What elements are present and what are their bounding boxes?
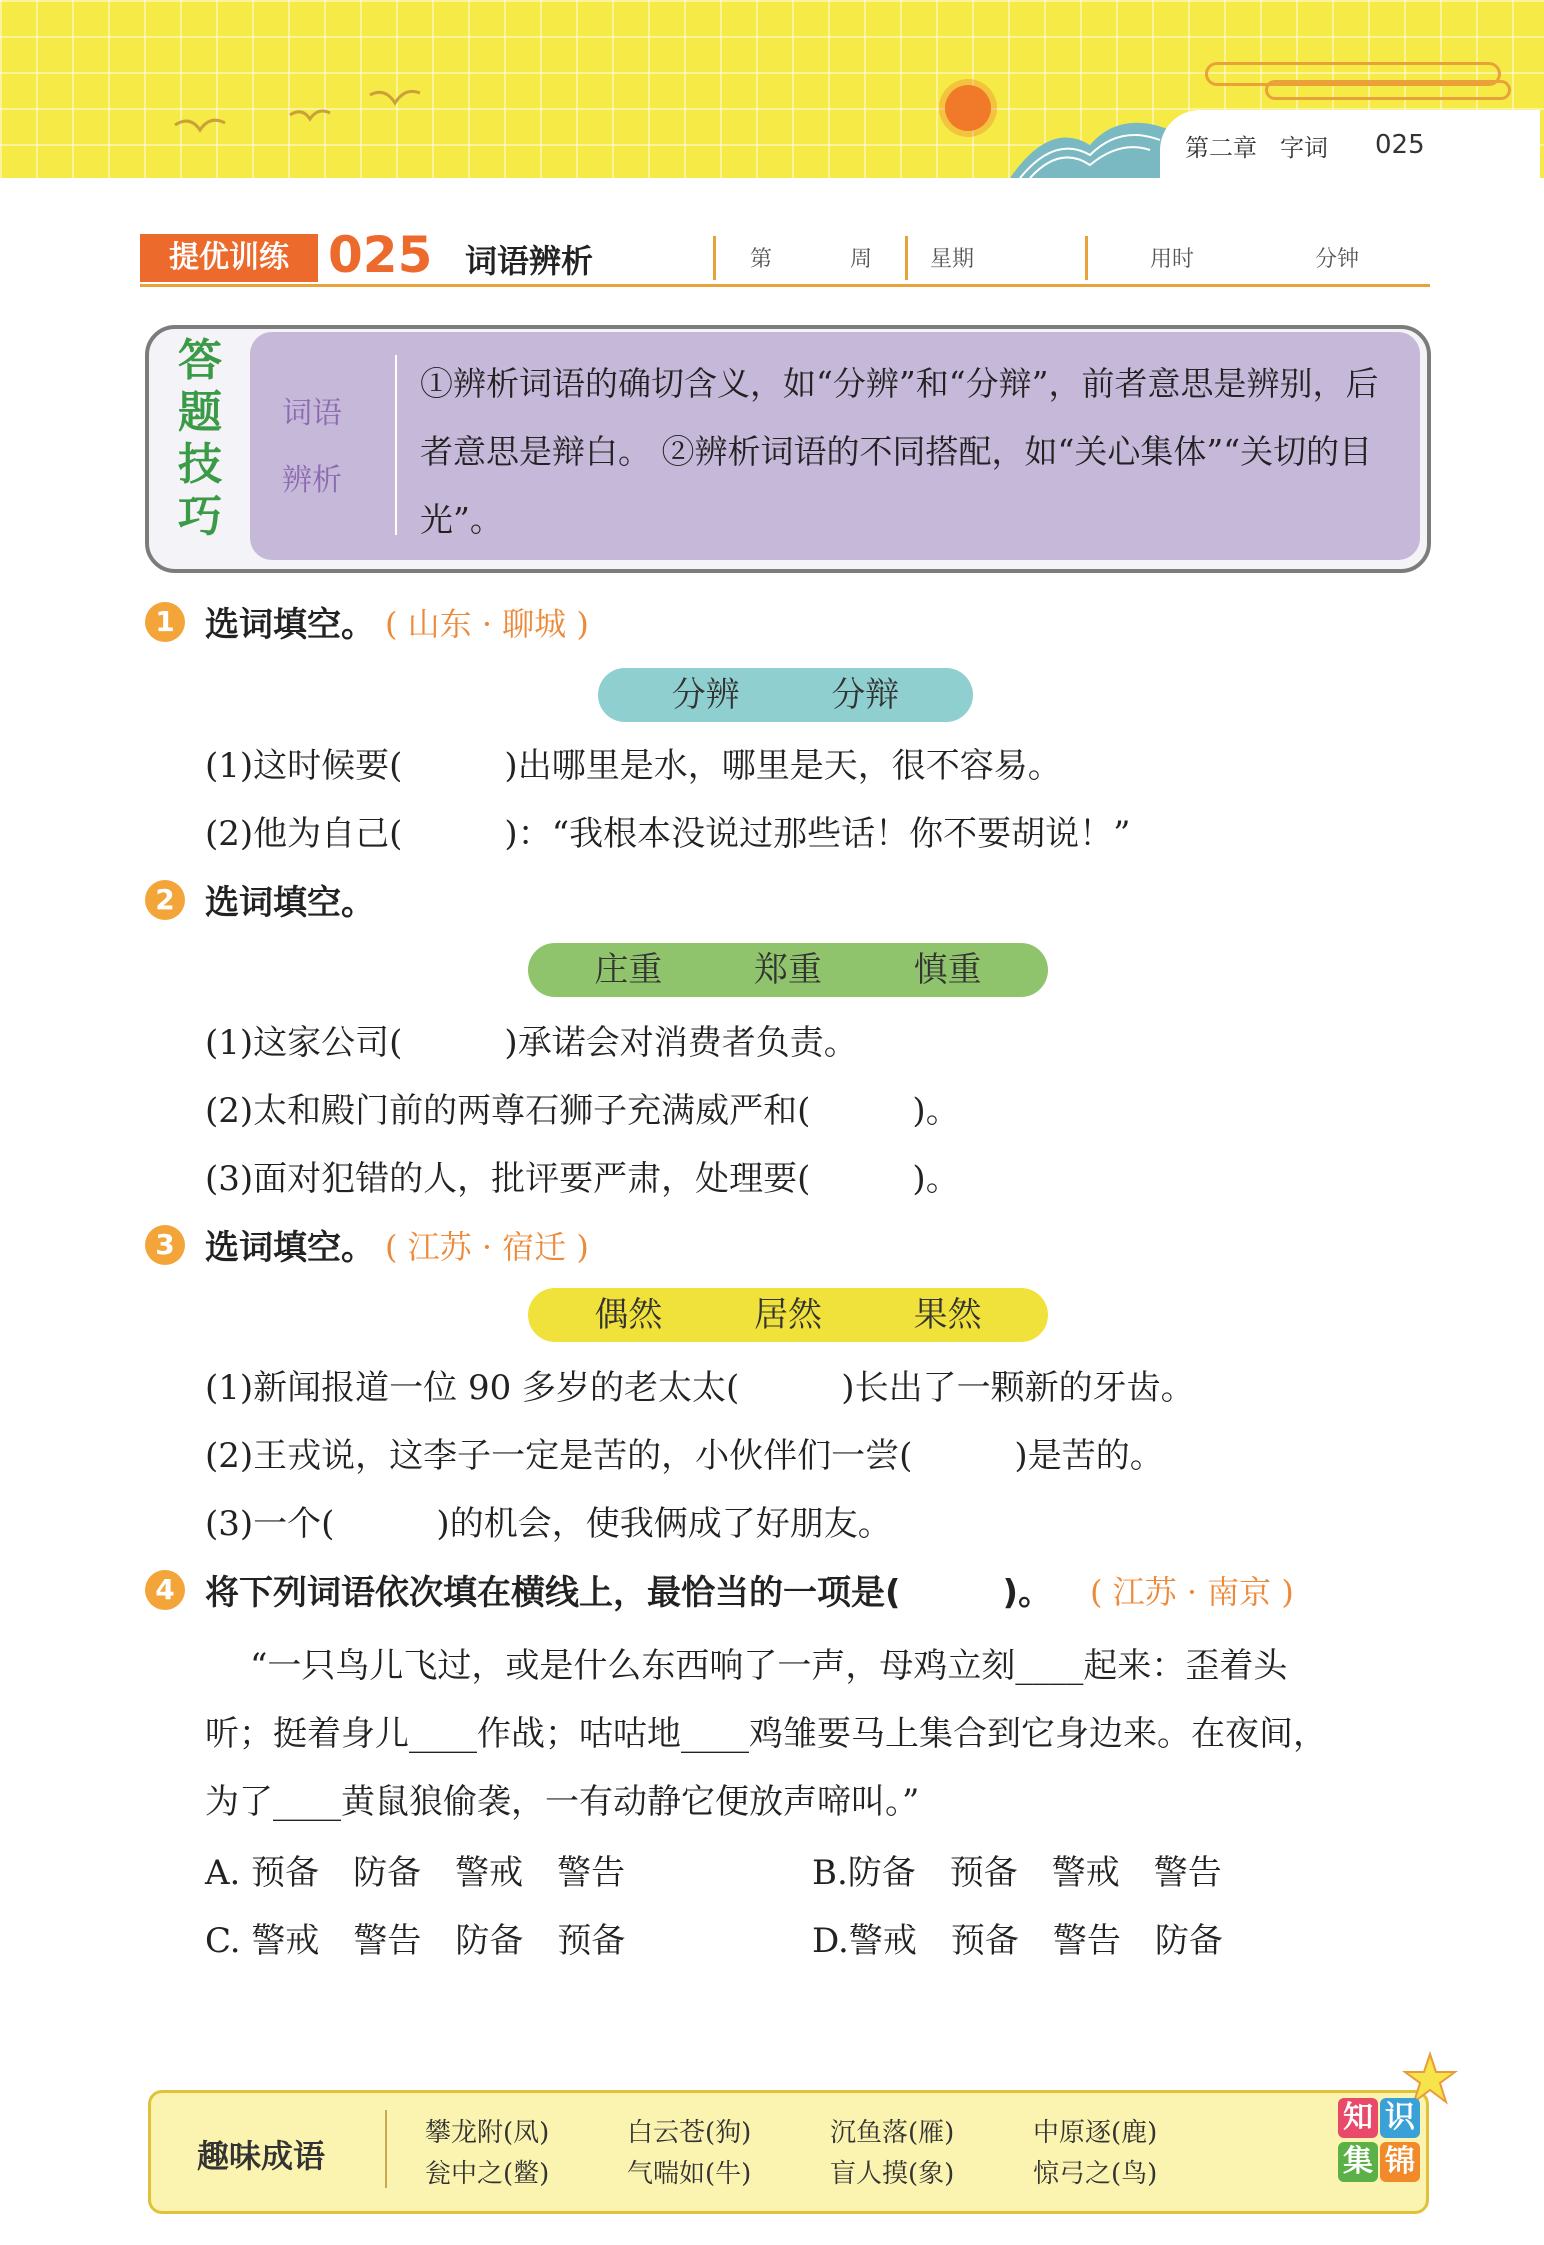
tips-title-char: 技 (178, 439, 222, 490)
question-source: ( 山东 · 聊城 ) (385, 605, 589, 643)
word-choices (528, 943, 1048, 997)
idiom: 气喘如(牛) (627, 2159, 752, 2189)
question-line: (1)这家公司( )承诺会对消费者负责。 (205, 1023, 858, 1063)
word-choice: 郑重 (754, 950, 822, 990)
time-label: 用时 (1150, 247, 1195, 272)
question-source: ( 江苏 · 宿迁 ) (385, 1228, 589, 1266)
word-choice: 偶然 (594, 1295, 663, 1335)
divider (713, 236, 716, 280)
question-number: 3 (145, 1225, 185, 1265)
weekday-label: 星期 (930, 247, 975, 272)
birds-icon (170, 85, 470, 155)
badge-char: 锦 (1380, 2142, 1420, 2182)
word-choice: 分辩 (831, 675, 900, 715)
exercise-number: 025 (328, 226, 433, 284)
idiom: 沉鱼落(雁) (830, 2118, 955, 2148)
idiom: 白云苍(狗) (627, 2118, 752, 2148)
week-suffix: 周 (850, 247, 873, 272)
hill-icon (1010, 100, 1170, 180)
page-number: 025 (1375, 130, 1425, 160)
exercise-tag: 提优训练 (140, 234, 318, 282)
word-choice: 慎重 (913, 950, 982, 990)
question-title: 将下列词语依次填在横线上，最恰当的一项是( )。 (205, 1573, 1053, 1613)
footer-divider (385, 2110, 387, 2188)
question-title: 选词填空。 (205, 883, 375, 923)
tips-text: ①辨析词语的确切含义，如“分辨”和“分辩”，前者意思是辨别，后者意思是辩白。 ②辨析词语的不同搭配，如“关心集体”“关切的目光”。 (420, 364, 1379, 539)
idiom: 瓮中之(鳖) (425, 2159, 550, 2189)
question-line: (3)面对犯错的人，批评要严肃，处理要( )。 (205, 1159, 960, 1199)
word-choice: 分辨 (671, 675, 740, 715)
option-c: C. 警戒 警告 防备 预备 (205, 1921, 626, 1961)
exercise-title-bar (140, 228, 1430, 288)
tips-title (165, 335, 235, 543)
question-number: 4 (145, 1570, 185, 1610)
tips-title-char: 题 (178, 387, 222, 438)
question-line: (2)王戎说，这李子一定是苦的，小伙伴们一尝( )是苦的。 (205, 1436, 1164, 1476)
word-choice: 庄重 (594, 950, 663, 990)
tips-divider (395, 355, 397, 535)
question-line: (1)这时候要( )出哪里是水，哪里是天，很不容易。 (205, 746, 1062, 786)
week-label: 第 (750, 247, 773, 272)
option-b: B.防备 预备 警戒 警告 (812, 1853, 1222, 1893)
option-a: A. 预备 防备 警戒 警告 (205, 1853, 626, 1893)
question-line: (2)他为自己( )：“我根本没说过那些话！你不要胡说！” (205, 814, 1131, 854)
question-title: 选词填空。 (205, 1228, 375, 1268)
idiom: 惊弓之(鸟) (1033, 2159, 1158, 2189)
title-underline (140, 284, 1430, 287)
question-source: ( 江苏 · 南京 ) (1090, 1573, 1294, 1611)
word-choices (598, 668, 973, 722)
tips-category: 辨析 (282, 463, 342, 498)
option-d: D.警戒 预备 警告 防备 (812, 1921, 1223, 1961)
chapter-label: 第二章 (1185, 134, 1257, 162)
tips-title-char: 答 (178, 335, 222, 386)
minutes-label: 分钟 (1315, 247, 1360, 272)
passage-line: 为了____黄鼠狼偷袭，一有动静它便放声啼叫。” (205, 1782, 920, 1822)
badge-char: 知 (1338, 2098, 1378, 2138)
divider (1085, 236, 1088, 280)
badge-char: 识 (1380, 2098, 1420, 2138)
idiom: 攀龙附(凤) (425, 2118, 550, 2148)
question-line: (1)新闻报道一位 90 多岁的老太太( )长出了一颗新的牙齿。 (205, 1368, 1195, 1408)
exercise-title: 词语辨析 (465, 242, 594, 280)
word-choice: 果然 (913, 1295, 982, 1335)
word-choice: 居然 (754, 1295, 822, 1335)
divider (905, 236, 908, 280)
badge-char: 集 (1338, 2142, 1378, 2182)
word-choices (528, 1288, 1048, 1342)
passage-line: 听；挺着身儿____作战；咕咕地____鸡雏要马上集合到它身边来。在夜间， (205, 1714, 1327, 1754)
footer-box (148, 2090, 1429, 2214)
footer-title: 趣味成语 (197, 2137, 326, 2175)
idiom: 中原逐(鹿) (1033, 2118, 1158, 2148)
tips-title-char: 巧 (178, 491, 222, 542)
question-title: 选词填空。 (205, 605, 375, 645)
idiom: 盲人摸(象) (830, 2159, 955, 2189)
decorative-bar (1265, 80, 1511, 100)
chapter-topic: 字词 (1280, 134, 1328, 162)
sun-icon (945, 85, 991, 131)
passage-line: “一只鸟儿飞过，或是什么东西响了一声，母鸡立刻____起来：歪着头 (250, 1646, 1288, 1686)
question-line: (3)一个( )的机会，使我俩成了好朋友。 (205, 1504, 892, 1544)
question-number: 2 (145, 880, 185, 920)
question-line: (2)太和殿门前的两尊石狮子充满威严和( )。 (205, 1091, 960, 1131)
tips-category: 词语 (282, 396, 342, 431)
question-number: 1 (145, 602, 185, 642)
